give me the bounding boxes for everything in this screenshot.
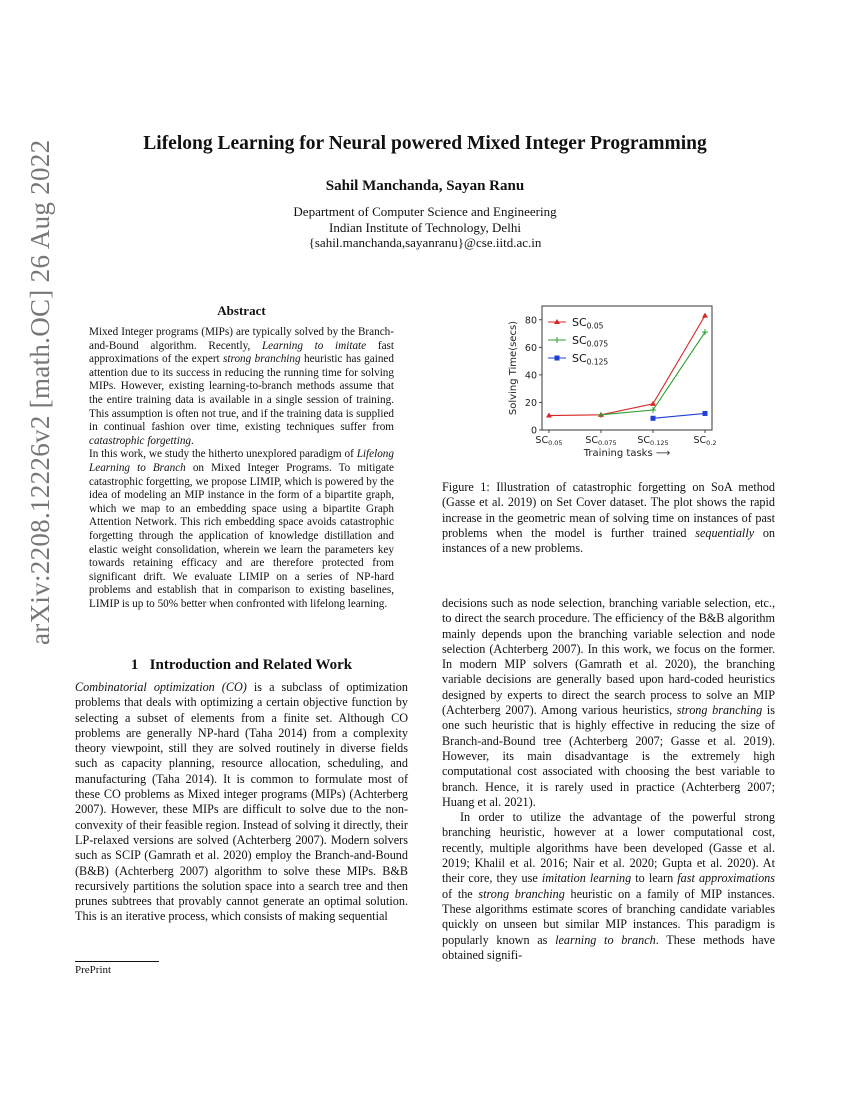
abstract-paragraph-1: Mixed Integer programs (MIPs) are typically solved by the Branch-and-Bound algorithm. Recently, Learning to imitate fast approximations of the expert strong branching heuristic has gained attention due to its success in reducing the running time for solving MIPs. However, existing learning-to-branch methods assume that the entire training data is available in a single session of training. This assumption is often not true, and if the training data is supplied in continual fashion over time, existing techniques suffer from catastrophic forgetting. xyxy=(89,326,394,447)
section-number: 1 xyxy=(130,657,139,673)
data-point xyxy=(702,313,708,318)
y-tick-label: 20 xyxy=(524,397,537,409)
right-paragraph-2: In order to utilize the advantage of the powerful strong branching heuristic, however at a lower computational cost, recently, multiple algorithms have been developed (Gasse et al. 2019; Khalil et al. 2016; Nair et al. 2020; Gupta et al. 2020). At their core, they use imitation learning to learn fast approximations of the strong branching heuristic on a family of MIP instances. These algorithms estimate scores of branching candidate variables quickly on unseen but similar MIP instances. This paradigm is popularly known as learning to branch. These methods have obtained signifi- xyxy=(442,810,776,962)
x-tick-label: $SC_{0.075}$ xyxy=(585,435,617,447)
series-line xyxy=(549,316,705,416)
section-title: Introduction and Related Work xyxy=(149,657,353,673)
authors: Sahil Manchanda, Sayan Ranu xyxy=(325,178,525,194)
x-axis-label: Training tasks ⟶ xyxy=(583,448,671,459)
data-point xyxy=(598,412,604,418)
abstract-heading: Abstract xyxy=(217,303,266,318)
x-tick-label: $SC_{0.05}$ xyxy=(535,435,563,447)
data-point xyxy=(650,407,656,413)
x-tick-label: $SC_{0.125}$ xyxy=(637,435,669,447)
data-point xyxy=(702,329,708,335)
right-paragraph-1: decisions such as node selection, branching variable selection, etc., to direct the search procedure. The efficiency of the B&B algorithm mainly depends upon the branching variable selection and node selection (Achterberg 2007). In this work, we focus on the former. In modern MIP solvers (Gamrath et al. 2020), the branching variable decisions are generally based upon hard-coded heuristics designed by experts to direct the search process to solve an MIP (Achterberg 2007). Among various heuristics, strong branching is one such heuristic that is highly effective in reducing the size of Branch-and-Bound tree (Achterberg 2007; Gasse et al. 2019). However, its main disadvantage is the extremely high computational cost associated with choosing the best variable to branch. Hence, it is rarely used in practice (Achterberg 2007; Huang et al. 2021). xyxy=(442,596,775,809)
abstract-paragraph-2: In this work, we study the hitherto unexplored paradigm of Lifelong Learning to Branch on Mixed Integer Programs. To mitigate catastrophic forgetting, we propose LIMIP, which is powered by the idea of modeling an MIP instance in the form of a bipartite graph, which we map to an embedding space using a bipartite Graph Attention Network. This rich embedding space avoids catastrophic forgetting through the application of knowledge distillation and elastic weight consolidation, wherein we learn the parameters key towards retaining efficacy and are therefore protected from significant drift. We evaluate LIMIP on a series of NP-hard problems and establish that in comparison to existing baselines, LIMIP is up to 50% better when confronted with lifelong learning. xyxy=(89,448,394,610)
paper-title: Lifelong Learning for Neural powered Mixed Integer Programming xyxy=(143,133,707,154)
footnote: PrePrint xyxy=(75,964,112,976)
forgetting-chart xyxy=(490,302,735,467)
y-tick-label: 60 xyxy=(524,342,537,354)
x-tick-label: $SC_{0.2}$ xyxy=(693,435,717,447)
legend-label: $SC_{0.125}$ xyxy=(572,352,609,367)
y-axis-label: Solving Time(secs) xyxy=(508,320,519,416)
affiliation-dept: Department of Computer Science and Engineering xyxy=(293,204,557,219)
y-tick-label: 0 xyxy=(530,425,537,437)
y-tick-label: 40 xyxy=(524,370,537,382)
plot-frame xyxy=(542,306,712,430)
footnote-rule xyxy=(75,961,159,962)
series-line xyxy=(653,413,705,418)
data-point xyxy=(651,416,656,421)
affiliation-institute: Indian Institute of Technology, Delhi xyxy=(329,219,521,235)
figure-caption: Figure 1: Illustration of catastrophic forgetting on SoA method (Gasse et al. 2019) on Set Cover dataset. The plot shows the rapid increase in the geometric mean of solving time on instances of past problems when the model is further trained sequentially on instances of a new problems. xyxy=(442,480,776,556)
abstract-body xyxy=(89,326,394,611)
data-point xyxy=(555,356,560,361)
affiliation-email: {sahil.manchanda,sayanranu}@cse.iitd.ac.in xyxy=(308,235,542,250)
intro-paragraph: Combinatorial optimization (CO) is a subclass of optimization problems that deals with optimizing a certain objective function by selecting a subset of elements from a finite set. Although CO problems are generally NP-hard (Taha 2014) from a complexity theory viewpoint, still they are solved routinely in diverse fields such as capacity planning, resource allocation, scheduling, and manufacturing (Taha 2014). It is common to formulate most of these CO problems as Mixed integer programs (MIPs) (Achterberg 2007). However, these MIPs are difficult to solve due to the non-convexity of their feasible region. Instead of solving it directly, their LP-relaxed versions are solved (Achterberg 2007). Modern solvers such as SCIP (Gamrath et al. 2020) employ the Branch-and-Bound (B&B) (Achterberg 2007) algorithm to solve these MIPs. B&B recursively partitions the solution space into a search tree and then prunes subtrees that provably cannot generate an optimal solution. This is an iterative process, which consists of making sequential xyxy=(75,680,408,924)
left-column-body xyxy=(75,680,408,925)
legend-label: $SC_{0.05}$ xyxy=(572,316,604,331)
affiliation xyxy=(0,204,850,251)
section-heading xyxy=(75,657,408,674)
y-tick-label: 80 xyxy=(524,315,537,327)
data-point xyxy=(650,401,656,406)
data-point xyxy=(554,337,560,343)
legend-label: $SC_{0.075}$ xyxy=(572,334,609,349)
right-column-body xyxy=(442,596,775,963)
data-point xyxy=(703,411,708,416)
